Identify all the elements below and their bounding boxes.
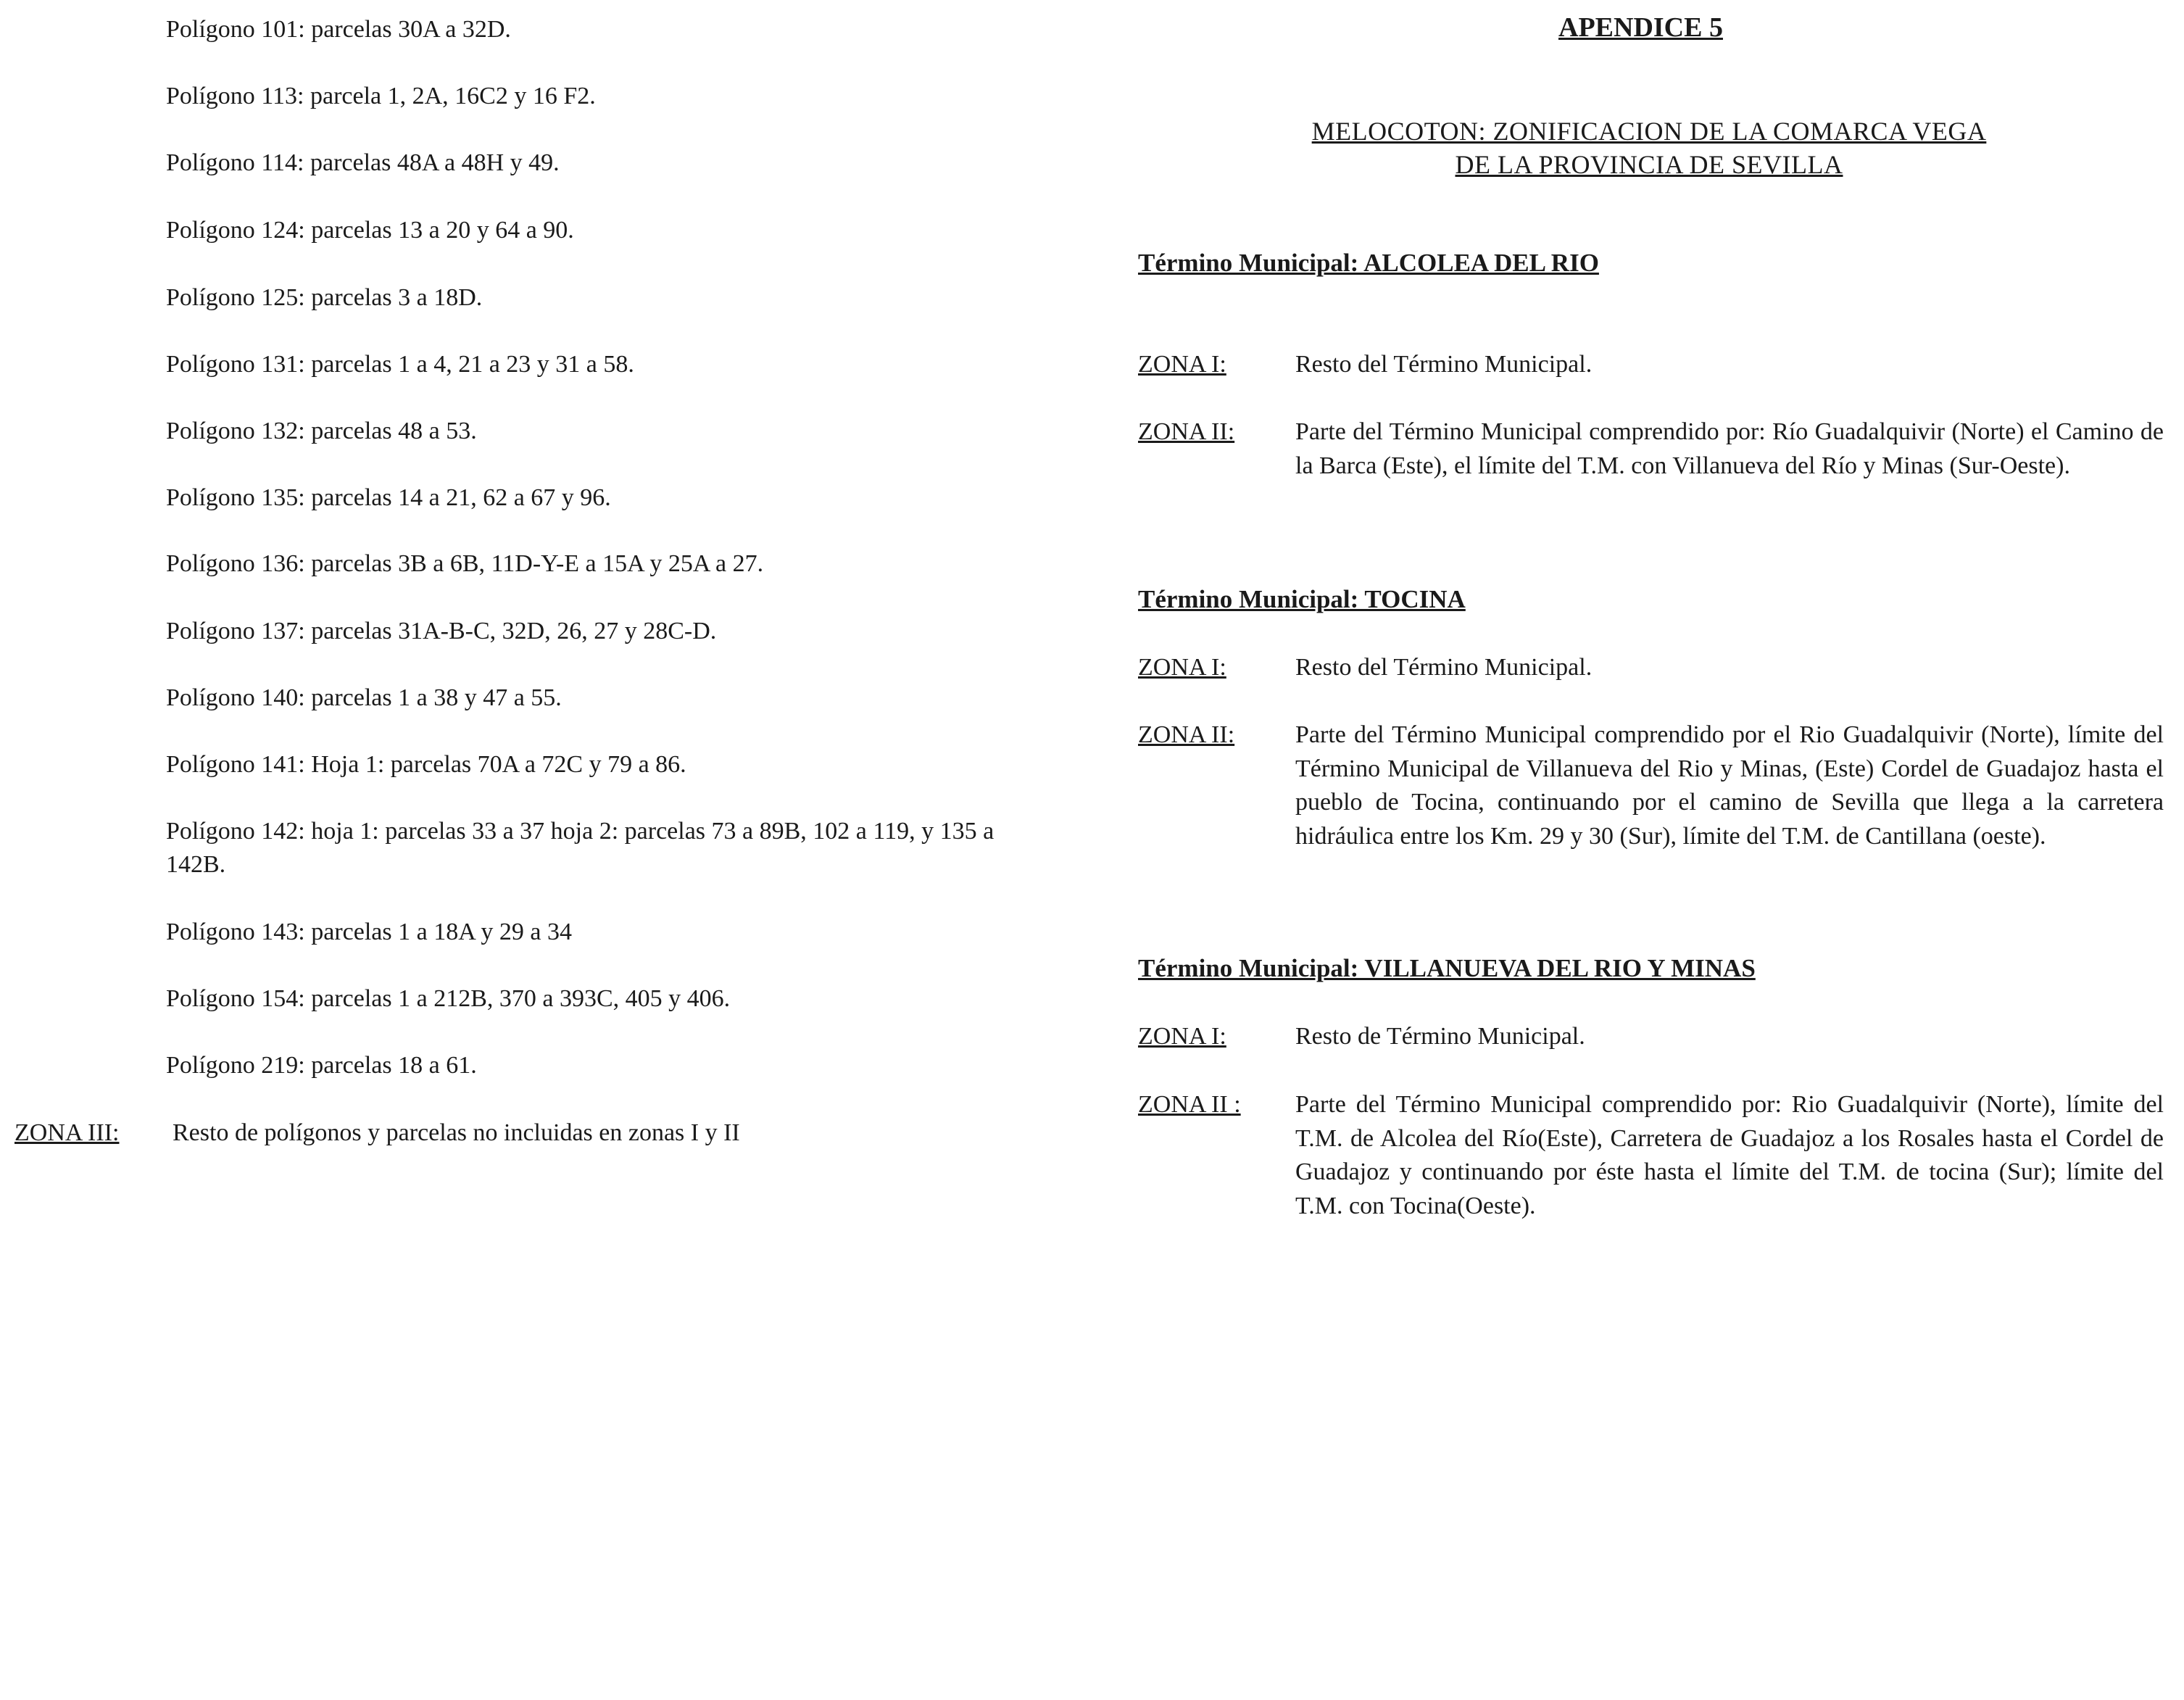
zona-iii-label: ZONA III: bbox=[14, 1119, 120, 1146]
zona-label: ZONA I: bbox=[1138, 1023, 1226, 1050]
zona-text: Resto del Término Municipal. bbox=[1295, 351, 1593, 378]
poligono-entry: Polígono 136: parcelas 3B a 6B, 11D-Y-E a 15A y 25A a 27. bbox=[166, 550, 764, 577]
poligono-entry: Polígono 125: parcelas 3 a 18D. bbox=[166, 284, 483, 311]
zona-label: ZONA I: bbox=[1138, 654, 1226, 681]
poligono-entry: Polígono 140: parcelas 1 a 38 y 47 a 55. bbox=[166, 684, 562, 711]
poligono-entry: Polígono 219: parcelas 18 a 61. bbox=[166, 1052, 477, 1079]
poligono-entry: Polígono 114: parcelas 48A a 48H y 49. bbox=[166, 149, 560, 176]
document-title-line-2: DE LA PROVINCIA DE SEVILLA bbox=[1455, 150, 1843, 179]
zona-label: ZONA II: bbox=[1138, 418, 1235, 445]
document-title bbox=[1232, 115, 2066, 181]
section-heading-tocina: Término Municipal: TOCINA bbox=[1138, 585, 1466, 613]
poligono-entry: Polígono 101: parcelas 30A a 32D. bbox=[166, 16, 511, 43]
zona-text: Parte del Término Municipal comprendido por el Rio Guadalquivir (Norte), límite del Término Municipal de Villanueva del Rio y Minas, (Este) Cordel de Guadajoz hasta el pueblo de Tocina, continuando por el camino de Sevilla que llega a la carretera hidráulica entre los Km. 29 y 30 (Sur), límite del T.M. de Cantillana (oeste). bbox=[1295, 721, 2164, 850]
poligono-entry: Polígono 131: parcelas 1 a 4, 21 a 23 y 31 a 58. bbox=[166, 351, 634, 378]
zona-text: Resto del Término Municipal. bbox=[1295, 654, 1593, 681]
zona-text: Parte del Término Municipal comprendido por: Rio Guadalquivir (Norte), límite del T.M. de Alcolea del Río(Este), Carretera de Guadajoz a los Rosales hasta el Cordel de Guadajoz y continuando por éste hasta el límite del T.M. de tocina (Sur); límite del T.M. con Tocina(Oeste). bbox=[1295, 1091, 2164, 1219]
document-title-line-1: MELOCOTON: ZONIFICACION DE LA COMARCA VEGA bbox=[1311, 117, 1987, 146]
zona-text: Parte del Término Municipal comprendido por: Río Guadalquivir (Norte) el Camino de la Barca (Este), el límite del T.M. con Villanueva del Río y Minas (Sur-Oeste). bbox=[1295, 418, 2164, 479]
poligono-entry: Polígono 132: parcelas 48 a 53. bbox=[166, 418, 477, 444]
poligono-entry: Polígono 142: hoja 1: parcelas 33 a 37 hoja 2: parcelas 73 a 89B, 102 a 119, y 135 a 142B. bbox=[166, 818, 995, 878]
poligono-entry: Polígono 137: parcelas 31A-B-C, 32D, 26, 27 y 28C-D. bbox=[166, 618, 717, 644]
appendix-title: APENDICE 5 bbox=[1558, 12, 1723, 43]
poligono-entry: Polígono 141: Hoja 1: parcelas 70A a 72C y 79 a 86. bbox=[166, 751, 686, 778]
section-heading-villanueva: Término Municipal: VILLANUEVA DEL RIO Y MINAS bbox=[1138, 954, 1756, 982]
zona-label: ZONA II: bbox=[1138, 721, 1235, 748]
zona-label: ZONA II : bbox=[1138, 1091, 1241, 1118]
poligono-entry: Polígono 135: parcelas 14 a 21, 62 a 67 y 96. bbox=[166, 484, 611, 511]
zona-text: Resto de Término Municipal. bbox=[1295, 1023, 1585, 1050]
poligono-entry: Polígono 113: parcela 1, 2A, 16C2 y 16 F2. bbox=[166, 83, 596, 109]
poligono-entry: Polígono 154: parcelas 1 a 212B, 370 a 393C, 405 y 406. bbox=[166, 985, 731, 1012]
poligono-entry: Polígono 143: parcelas 1 a 18A y 29 a 34 bbox=[166, 919, 572, 945]
zona-label: ZONA I: bbox=[1138, 351, 1226, 378]
section-heading-alcolea: Término Municipal: ALCOLEA DEL RIO bbox=[1138, 249, 1599, 277]
poligono-entry: Polígono 124: parcelas 13 a 20 y 64 a 90. bbox=[166, 217, 574, 244]
zona-iii-text: Resto de polígonos y parcelas no incluidas en zonas I y II bbox=[173, 1119, 740, 1146]
